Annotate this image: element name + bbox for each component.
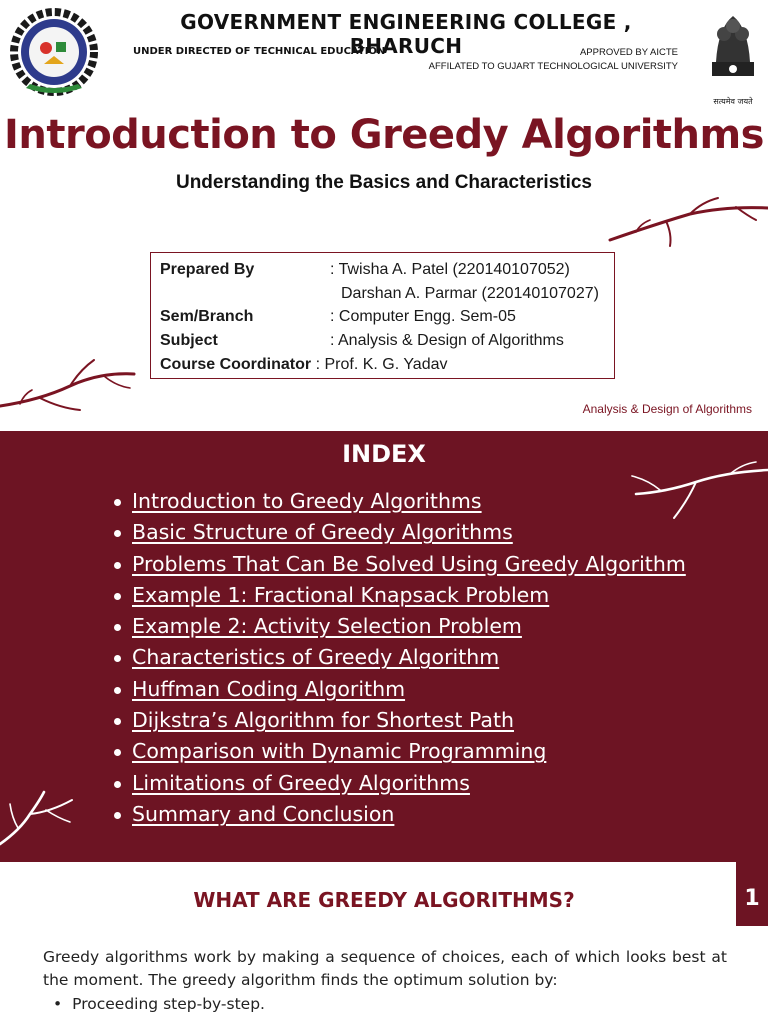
index-link[interactable]: Example 1: Fractional Knapsack Problem	[132, 582, 550, 607]
college-logo	[6, 6, 102, 102]
info-box	[150, 252, 615, 379]
section-paragraph: Greedy algorithms work by making a sequence of choices, each of which looks best at the moment. The greedy algorithm finds the optimum solution by:	[43, 948, 727, 989]
index-item[interactable]	[110, 642, 686, 673]
subject-label: Subject	[160, 332, 218, 349]
index-item[interactable]	[110, 799, 686, 830]
prepared-by-value-2: Darshan A. Parmar (220140107027)	[341, 285, 599, 302]
index-list	[110, 486, 686, 830]
footer-note: Analysis & Design of Algorithms	[582, 402, 752, 416]
prepared-by-label: Prepared By	[160, 261, 255, 278]
index-link[interactable]: Comparison with Dynamic Programming	[132, 739, 547, 764]
index-link[interactable]: Basic Structure of Greedy Algorithms	[132, 520, 513, 545]
page-title: Introduction to Greedy Algorithms	[3, 112, 764, 158]
index-item[interactable]	[110, 486, 686, 517]
index-item[interactable]	[110, 768, 686, 799]
branch-decoration-index-left	[0, 790, 80, 846]
course-coordinator-value: : Prof. K. G. Yadav	[315, 356, 448, 373]
index-link[interactable]: Limitations of Greedy Algorithms	[132, 770, 470, 795]
branch-decoration-left	[0, 356, 140, 416]
index-item[interactable]	[110, 736, 686, 767]
index-item[interactable]	[110, 517, 686, 548]
index-item[interactable]	[110, 674, 686, 705]
index-link[interactable]: Summary and Conclusion	[132, 801, 395, 826]
index-link[interactable]: Huffman Coding Algorithm	[132, 676, 406, 701]
section-bullet: • Proceeding step-by-step.	[53, 995, 265, 1013]
course-coordinator-label: Course Coordinator	[160, 356, 312, 373]
sem-branch-value: : Computer Engg. Sem-05	[330, 308, 516, 325]
index-item[interactable]	[110, 611, 686, 642]
index-item[interactable]	[110, 549, 686, 580]
affiliated-to: AFFILATED TO GUJART TECHNOLOGICAL UNIVERSITY	[428, 61, 678, 72]
directed-by-text: UNDER DIRECTED OF TECHNICAL EDUCATION	[133, 46, 386, 57]
index-link[interactable]: Introduction to Greedy Algorithms	[132, 489, 482, 513]
index-link[interactable]: Dijkstra’s Algorithm for Shortest Path	[132, 708, 514, 733]
index-title: INDEX	[342, 440, 426, 468]
index-item[interactable]	[110, 580, 686, 611]
index-item[interactable]	[110, 705, 686, 736]
page-number: 1	[744, 886, 760, 911]
emblem-motto: सत्यमेव जयते	[713, 97, 753, 106]
college-name: GOVERNMENT ENGINEERING COLLEGE , BHARUCH	[180, 10, 632, 58]
index-link[interactable]: Problems That Can Be Solved Using Greedy Algorithm	[132, 551, 686, 576]
index-link[interactable]: Characteristics of Greedy Algorithm	[132, 645, 500, 670]
subject-value: : Analysis & Design of Algorithms	[330, 332, 564, 349]
national-emblem	[704, 8, 762, 104]
section-title: WHAT ARE GREEDY ALGORITHMS?	[193, 888, 575, 912]
prepared-by-value-1: : Twisha A. Patel (220140107052)	[330, 261, 570, 278]
branch-decoration-top-right	[606, 196, 768, 246]
index-link[interactable]: Example 2: Activity Selection Problem	[132, 614, 522, 639]
page-subtitle: Understanding the Basics and Characteristics	[175, 172, 592, 193]
sem-branch-label: Sem/Branch	[160, 308, 254, 325]
approval-text	[429, 46, 678, 74]
approved-by: APPROVED BY AICTE	[579, 47, 678, 58]
